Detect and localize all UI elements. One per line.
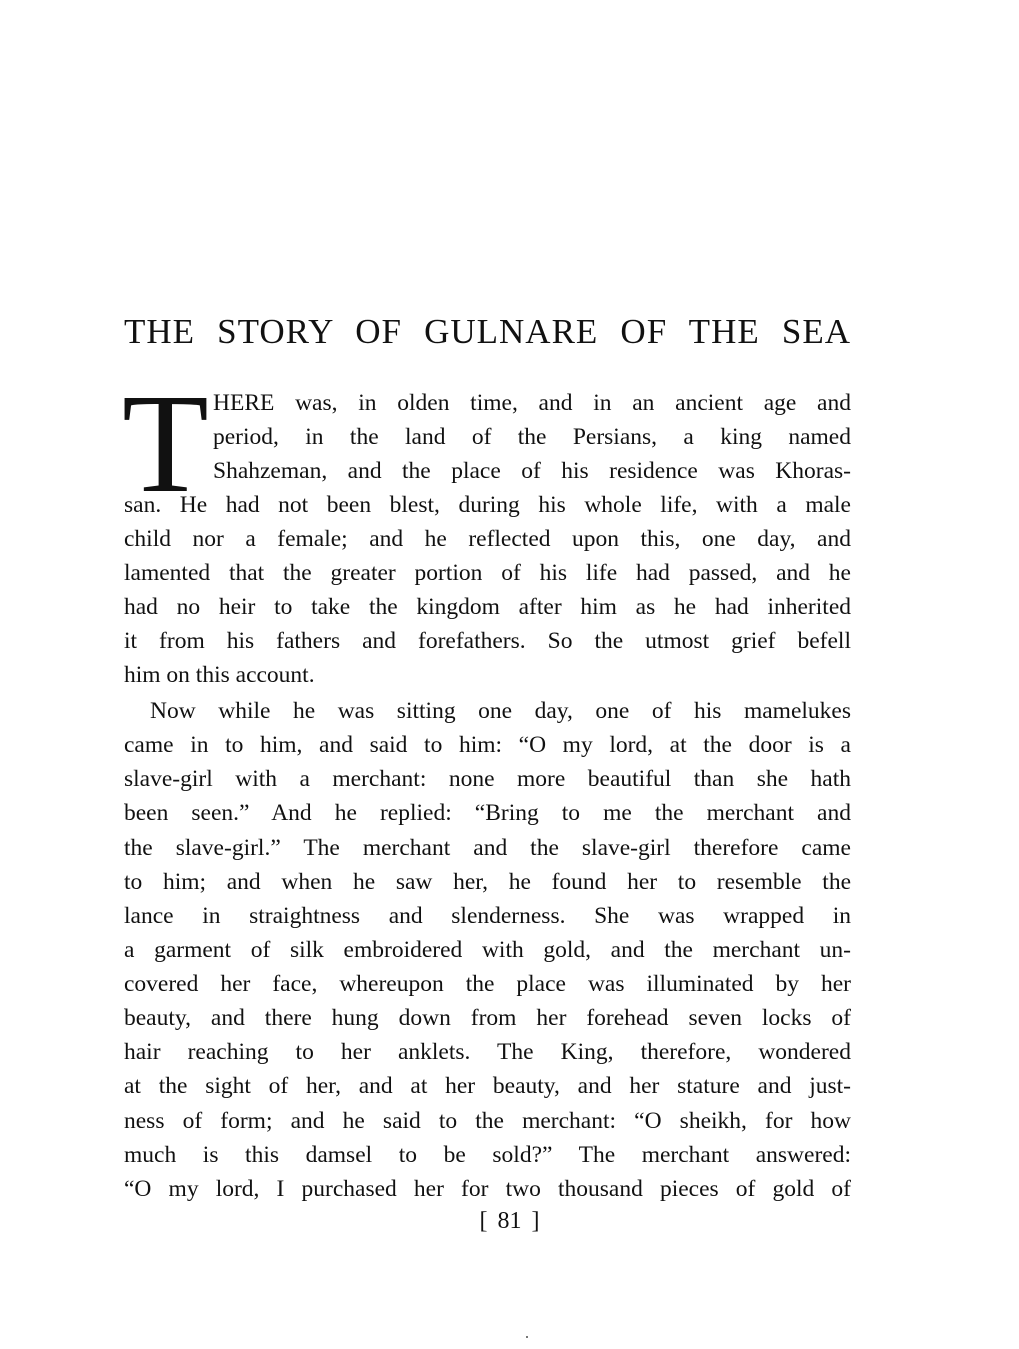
drop-cap: T (122, 364, 209, 522)
text-line: “O my lord, I purchased her for two thousand pieces of gold of (124, 1176, 851, 1202)
text-line: lance in straightness and slenderness. She was wrapped in (124, 903, 851, 929)
text-line: child nor a female; and he reflected upon this, one day, and (124, 526, 851, 552)
text-line: much is this damsel to be sold?” The merchant answered: (124, 1142, 851, 1168)
text-line: been seen.” And he replied: “Bring to me the merchant and (124, 800, 851, 826)
text-line: ness of form; and he said to the merchant: “O sheikh, for how (124, 1108, 851, 1134)
scan-speck (526, 1336, 528, 1338)
text-line: hair reaching to her anklets. The King, therefore, wondered (124, 1039, 851, 1065)
text-line: to him; and when he saw her, he found her to resemble the (124, 869, 851, 895)
text-line: the slave-girl.” The merchant and the slave-girl therefore came (124, 835, 851, 861)
chapter-title: THE STORY OF GULNARE OF THE SEA (124, 312, 851, 351)
text-line: him on this account. (124, 662, 315, 688)
text-line: beauty, and there hung down from her forehead seven locks of (124, 1005, 851, 1031)
text-line: at the sight of her, and at her beauty, and her stature and just- (124, 1073, 851, 1099)
page-number: [ 81 ] (479, 1208, 540, 1234)
text-line: a garment of silk embroidered with gold, and the merchant un- (124, 937, 851, 963)
text-line: lamented that the greater portion of his life had passed, and he (124, 560, 851, 586)
text-line: Shahzeman, and the place of his residence was Khoras- (213, 458, 851, 484)
text-line: came in to him, and said to him: “O my lord, at the door is a (124, 732, 851, 758)
text-line: slave-girl with a merchant: none more beautiful than she hath (124, 766, 851, 792)
text-line: period, in the land of the Persians, a king named (213, 424, 851, 450)
text-line: Now while he was sitting one day, one of his mamelukes (150, 698, 851, 724)
text-line: covered her face, whereupon the place was illuminated by her (124, 971, 851, 997)
text-line: HERE was, in olden time, and in an ancient age and (213, 390, 851, 416)
text-line: san. He had not been blest, during his whole life, with a male (124, 492, 851, 518)
text-line: it from his fathers and forefathers. So the utmost grief befell (124, 628, 851, 654)
text-line: had no heir to take the kingdom after him as he had inherited (124, 594, 851, 620)
